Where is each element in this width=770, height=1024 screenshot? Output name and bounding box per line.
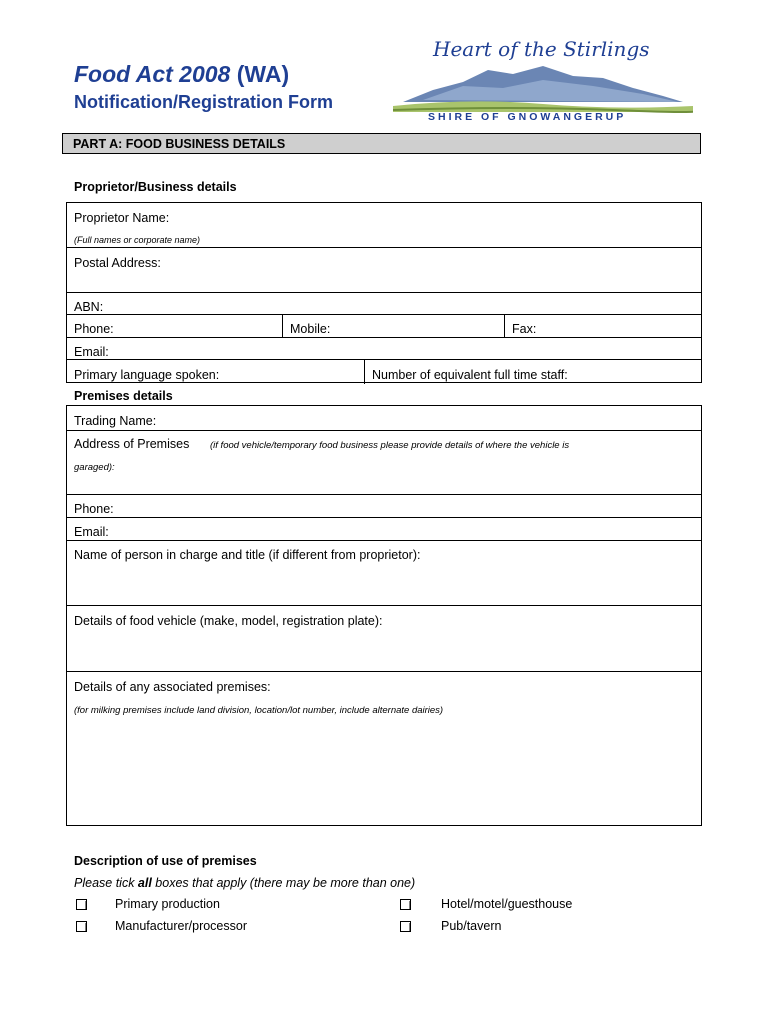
associated-premises-row[interactable] [67, 671, 701, 827]
checkbox-manufacturer-processor[interactable] [76, 921, 87, 932]
language-staff-row [67, 359, 701, 384]
option-pub-tavern: Pub/tavern [441, 919, 502, 933]
proprietor-name-label: Proprietor Name: [74, 211, 170, 225]
food-vehicle-row[interactable] [67, 605, 701, 672]
abn-label: ABN: [74, 300, 104, 314]
checkbox-primary-production[interactable] [76, 899, 87, 910]
premises-address-note-2: garaged): [74, 462, 115, 473]
checkbox-hotel-motel-guesthouse[interactable] [400, 899, 411, 910]
description-title: Description of use of premises [74, 854, 257, 868]
option-manufacturer-processor: Manufacturer/processor [115, 919, 248, 933]
part-a-header: PART A: FOOD BUSINESS DETAILS [62, 133, 701, 154]
option-hotel-motel-guesthouse: Hotel/motel/guesthouse [441, 897, 573, 911]
premises-address-label: Address of Premises [74, 437, 190, 451]
shire-name: SHIRE OF GNOWANGERUP [428, 111, 627, 123]
instr-pre: Please tick [74, 876, 138, 890]
proprietor-name-row[interactable] [67, 203, 701, 247]
postal-address-label: Postal Address: [74, 256, 161, 270]
trading-name-row[interactable] [67, 406, 701, 430]
checkbox-pub-tavern[interactable] [400, 921, 411, 932]
premises-email-label: Email: [74, 525, 109, 539]
food-vehicle-label: Details of food vehicle (make, model, registration plate): [74, 614, 383, 628]
proprietor-section-label: Proprietor/Business details [74, 180, 237, 194]
logo-script-text: Heart of the Stirlings [433, 37, 650, 61]
instr-bold: all [137, 876, 152, 890]
premises-details-box [66, 405, 702, 826]
person-in-charge-label: Name of person in charge and title (if different from proprietor): [74, 548, 421, 562]
associated-premises-label: Details of any associated premises: [74, 680, 271, 694]
premises-address-note: (if food vehicle/temporary food business please provide details of where the vehicle is [210, 440, 570, 451]
email-label: Email: [74, 345, 109, 359]
proprietor-name-note: (Full names or corporate name) [74, 235, 201, 245]
staff-label: Number of equivalent full time staff: [372, 368, 568, 382]
associated-premises-note: (for milking premises include land division, location/lot number, include alternate dairies) [74, 705, 444, 716]
premises-address-row[interactable] [67, 430, 701, 495]
title-italic: Food Act 2008 [74, 61, 231, 87]
phone-mobile-fax-row [67, 314, 701, 338]
form-title [74, 61, 289, 88]
description-instructions [74, 876, 415, 890]
language-label: Primary language spoken: [74, 368, 220, 382]
premises-email-row[interactable] [67, 517, 701, 541]
option-primary-production: Primary production [115, 897, 220, 911]
proprietor-details-box [66, 202, 702, 383]
fax-label: Fax: [512, 322, 537, 336]
premises-phone-label: Phone: [74, 502, 114, 516]
person-in-charge-row[interactable] [67, 540, 701, 606]
mobile-label: Mobile: [290, 322, 331, 336]
email-row[interactable] [67, 337, 701, 360]
instr-post: boxes that apply (there may be more than one) [151, 876, 416, 890]
postal-address-row[interactable] [67, 247, 701, 293]
abn-row[interactable] [67, 292, 701, 315]
premises-phone-row[interactable] [67, 494, 701, 518]
phone-label: Phone: [74, 322, 114, 336]
trading-name-label: Trading Name: [74, 414, 157, 428]
form-subtitle: Notification/Registration Form [74, 92, 334, 112]
premises-section-label: Premises details [74, 389, 173, 403]
title-suffix: (WA) [230, 61, 290, 87]
